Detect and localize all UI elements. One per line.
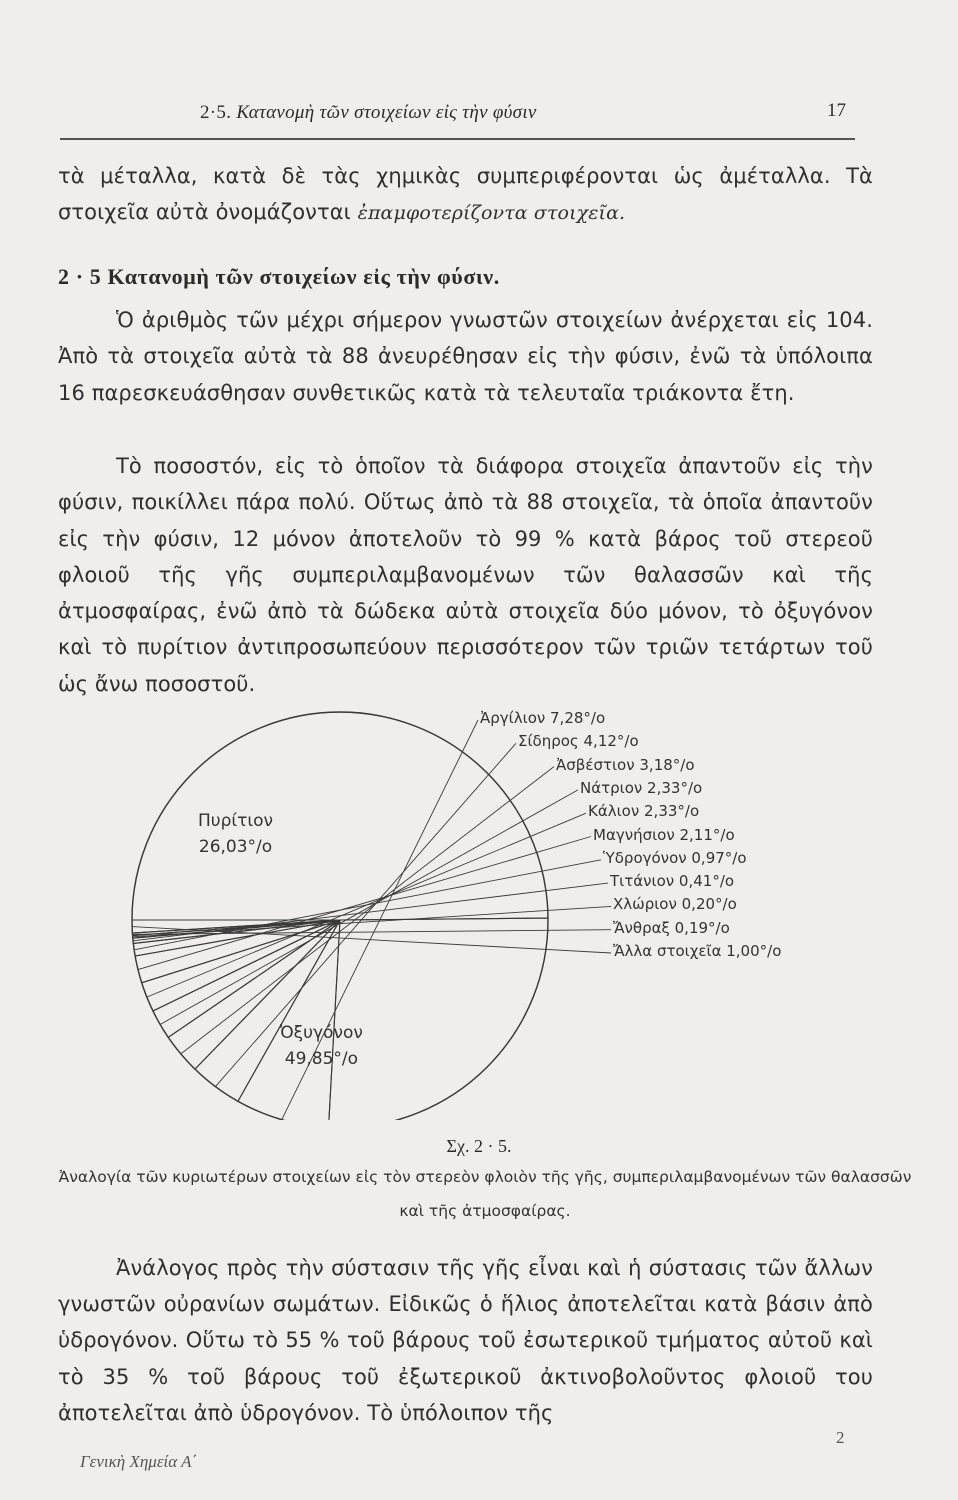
section-title: Κατανομὴ τῶν στοιχείων εἰς τὴν φύσιν.: [107, 264, 500, 289]
slice-name-1: Πυρίτιον: [198, 811, 274, 831]
slice-label-0: [280, 1020, 363, 1072]
pie-chart-svg: [0, 690, 958, 1120]
slice-label-2: Ἀργίλιον 7,28°/ο: [480, 709, 606, 727]
paragraph-2: Ὁ ἀριθμὸς τῶν μέχρι σήμερον γνωστῶν στοιχείων ἀνέρχεται εἰς 104. Ἀπὸ τὰ στοιχεῖα αὐτὰ τὰ 88 ἀνευρέθησαν εἰς τὴν φύσιν, ἐνῶ τὰ ὑπόλοιπα 16 παρεσκευάσθησαν συνθετικῶς κατὰ τὰ τελευταῖα τριάκοντα ἔτη.: [58, 308, 873, 405]
slice-label-10: Χλώριον 0,20°/ο: [613, 895, 737, 914]
slice-label-9: Τιτάνιον 0,41°/ο: [610, 872, 735, 891]
section-number: 2 · 5: [58, 264, 102, 289]
paragraph-3: Τὸ ποσοστόν, εἰς τὸ ὁποῖον τὰ διάφορα στοιχεῖα ἀπαντοῦν εἰς τὴν φύσιν, ποικίλλει πάρα πολύ. Οὕτως ἀπὸ τὰ 88 στοιχεῖα, τὰ ὁποῖα ἀπαντοῦν εἰς τὴν φύσιν, 12 μόνον ἀποτελοῦν τὸ 99 % κατὰ βάρος τοῦ στερεοῦ φλοιοῦ τῆς γῆς συμπεριλαμβανομένων τῶν θαλασσῶν καὶ τῆς ἀτμοσφαίρας, ἐνῶ ἀπὸ τὰ δώδεκα αὐτὰ στοιχεῖα δύο μόνον, τὸ ὀξυγόνον καὶ τὸ πυρίτιον ἀντιπροσωπεύουν περισσότερον τῶν τριῶν τετάρτων τοῦ ὡς ἄνω ποσοστοῦ.: [58, 454, 873, 696]
paragraph-4: Ἀνάλογος πρὸς τὴν σύστασιν τῆς γῆς εἶναι καὶ ἡ σύστασις τῶν ἄλλων γνωστῶν οὐρανίων σωμάτων. Εἰδικῶς ὁ ἥλιος ἀποτελεῖται κατὰ βάσιν ἀπὸ ὑδρογόνον. Οὕτω τὸ 55 % τοῦ βάρους τοῦ ἐσωτερικοῦ τμήματος αὐτοῦ καὶ τὸ 35 % τοῦ βάρους τοῦ ἐξωτερικοῦ ἀκτινοβολοῦντος φλοιοῦ του ἀποτελεῖται ἀπὸ ὑδρογόνον. Τὸ ὑπόλοιπον τῆς: [58, 1256, 873, 1425]
figure-number: Σχ. 2 · 5.: [446, 1136, 512, 1156]
section-heading: [58, 264, 500, 290]
slice-label-3: Σίδηρος 4,12°/ο: [518, 732, 639, 751]
running-head-title: 2·5. Κατανομὴ τῶν στοιχείων εἰς τὴν φύσιν: [200, 102, 537, 123]
figure-caption: Ἀναλογία τῶν κυριωτέρων στοιχείων εἰς τὸν στερεὸν φλοιὸν τῆς γῆς, συμπεριλαμβανομένων τῶν θαλασσῶν καὶ τῆς ἀτμοσφαίρας.: [58, 1168, 912, 1220]
slice-label-5: Νάτριον 2,33°/ο: [580, 778, 703, 797]
running-head: [200, 100, 860, 130]
pie-slice-0: [132, 712, 548, 920]
slice-label-8: Ὑδρογόνον 0,97°/ο: [603, 848, 747, 867]
footer-book-title: Γενικὴ Χημεία Α΄: [80, 1452, 198, 1471]
pie-chart: [0, 690, 958, 1120]
slice-label-1: [198, 808, 273, 860]
slice-label-12: Ἄλλα στοιχεῖα 1,00°/ο: [613, 942, 782, 960]
paragraph-1-emphasis: ἐπαμφοτερίζοντα στοιχεῖα.: [357, 202, 626, 225]
slice-value-0: 49,85°/ο: [284, 1049, 359, 1069]
page-number: 17: [827, 100, 846, 121]
slice-value-1: 26,03°/ο: [198, 837, 273, 857]
slice-label-7: Μαγνήσιον 2,11°/ο: [593, 825, 735, 844]
slice-label-11: Ἄνθραξ 0,19°/ο: [613, 918, 730, 937]
slice-name-0: Ὀξυγόνον: [280, 1023, 363, 1043]
header-rule: [60, 138, 855, 140]
slice-label-6: Κάλιον 2,33°/ο: [588, 802, 700, 821]
slice-label-4: Ἀσβέστιον 3,18°/ο: [556, 755, 695, 774]
footer-signature: 2: [836, 1428, 845, 1447]
paragraph-1: τὰ μέταλλα, κατὰ δὲ τὰς χημικὰς συμπεριφέρονται ὡς ἀμέταλλα. Τὰ στοιχεῖα αὐτὰ ὀνομάζονται ἐπαμφοτερίζοντα στοιχεῖα.: [58, 164, 873, 225]
